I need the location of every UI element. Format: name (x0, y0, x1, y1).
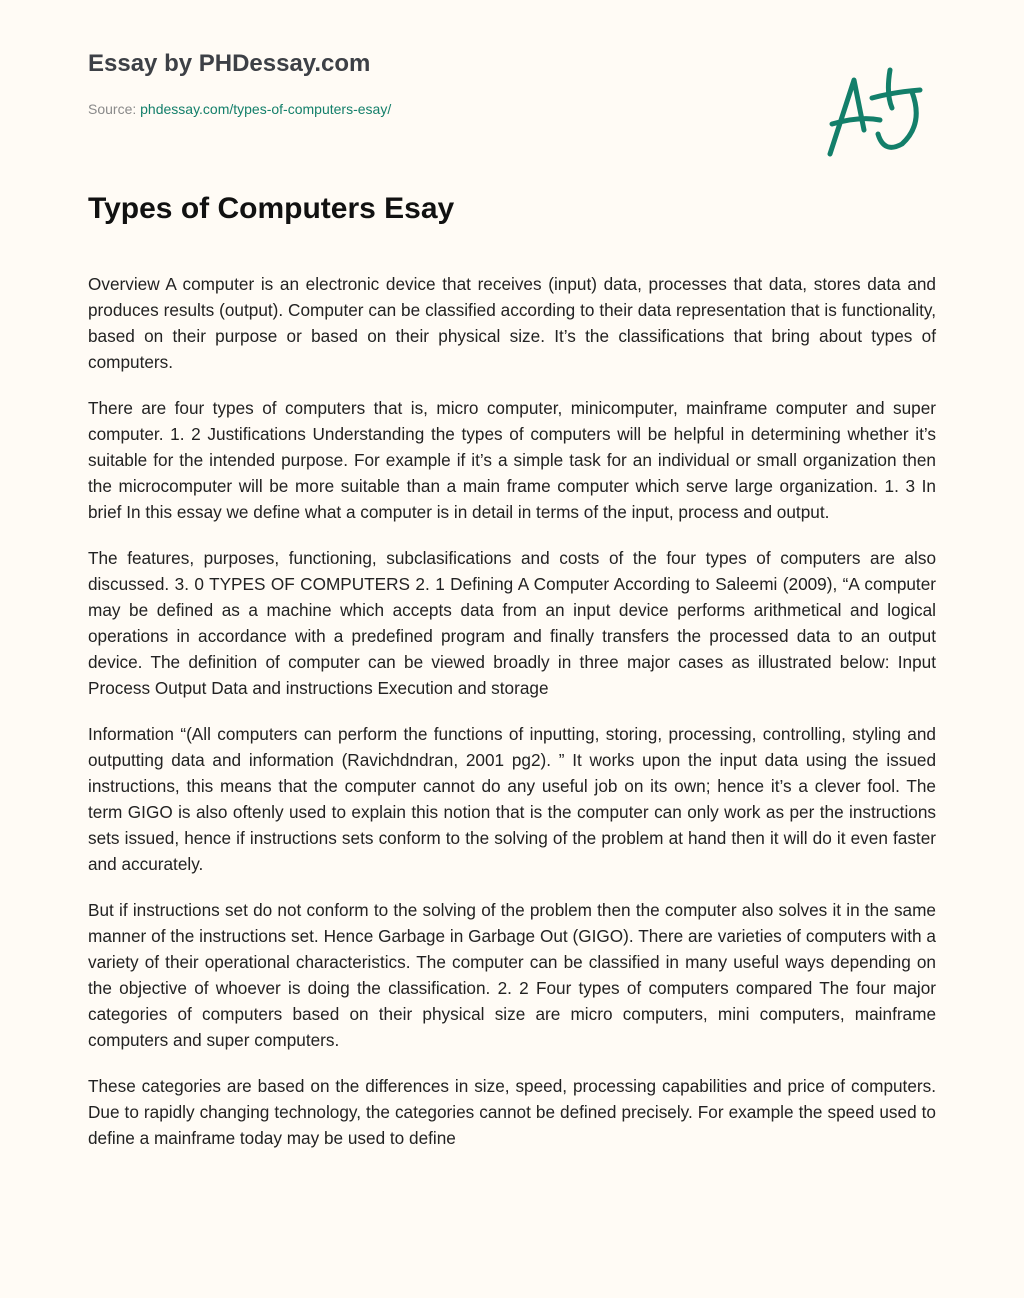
paragraph: Overview A computer is an electronic device that receives (input) data, processes that data, stores data and produces results (output). Computer can be classified according to their data representation that is functionality, based on their purpose or based on their physical size. It’s the classifications that bring about types of computers. (88, 274, 936, 372)
source-link[interactable]: phdessay.com/types-of-computers-esay/ (140, 101, 392, 117)
a-plus-logo-icon (820, 64, 930, 160)
paragraph: The features, purposes, functioning, subclasifications and costs of the four types of computers are also discussed. 3. 0 TYPES OF COMPUTERS 2. 1 Defining A Computer According to Saleemi (2009), “A computer may be defined as a machine which accepts data from an input device performs arithmetical and logical operations in accordance with a predefined program and finally transfers the processed data to an output device. The definition of computer can be viewed broadly in three major cases as illustrated below: Input Process Output Data and instructions Execution and storage (88, 548, 936, 698)
source-line (88, 101, 391, 117)
essay-title: Types of Computers Esay (88, 192, 455, 225)
source-label: Source: (88, 101, 137, 117)
paragraph: But if instructions set do not conform to the solving of the problem then the computer also solves it in the same manner of the instructions set. Hence Garbage in Garbage Out (GIGO). There are varieties of computers with a variety of their operational characteristics. The computer can be classified in many useful ways depending on the objective of whoever is doing the classification. 2. 2 Four types of computers compared The four major categories of computers based on their physical size are micro computers, mini computers, mainframe computers and super computers. (88, 900, 936, 1050)
paragraph: Information “(All computers can perform the functions of inputting, storing, processing, controlling, styling and outputting data and information (Ravichdndran, 2001 pg2). ” It works upon the input data using the issued instructions, this means that the computer cannot do any useful job on its own; hence it’s a clever fool. The term GIGO is also oftenly used to explain this notion that is the computer can only work as per the instructions sets issued, hence if instructions sets conform to the solving of the problem at hand then it will do it even faster and accurately. (88, 724, 936, 874)
essay-body (88, 271, 936, 1171)
site-brand: Essay by PHDessay.com (88, 50, 371, 77)
paragraph: There are four types of computers that is, micro computer, minicomputer, mainframe computer and super computer. 1. 2 Justifications Understanding the types of computers will be helpful in determining whether it’s suitable for the intended purpose. For example if it’s a simple task for an individual or small organization then the microcomputer will be more suitable than a main frame computer which serve large organization. 1. 3 In brief In this essay we define what a computer is in detail in terms of the input, process and output. (88, 398, 936, 522)
paragraph: These categories are based on the differences in size, speed, processing capabilities and price of computers. Due to rapidly changing technology, the categories cannot be defined precisely. For example the speed used to define a mainframe today may be used to define (88, 1076, 936, 1148)
